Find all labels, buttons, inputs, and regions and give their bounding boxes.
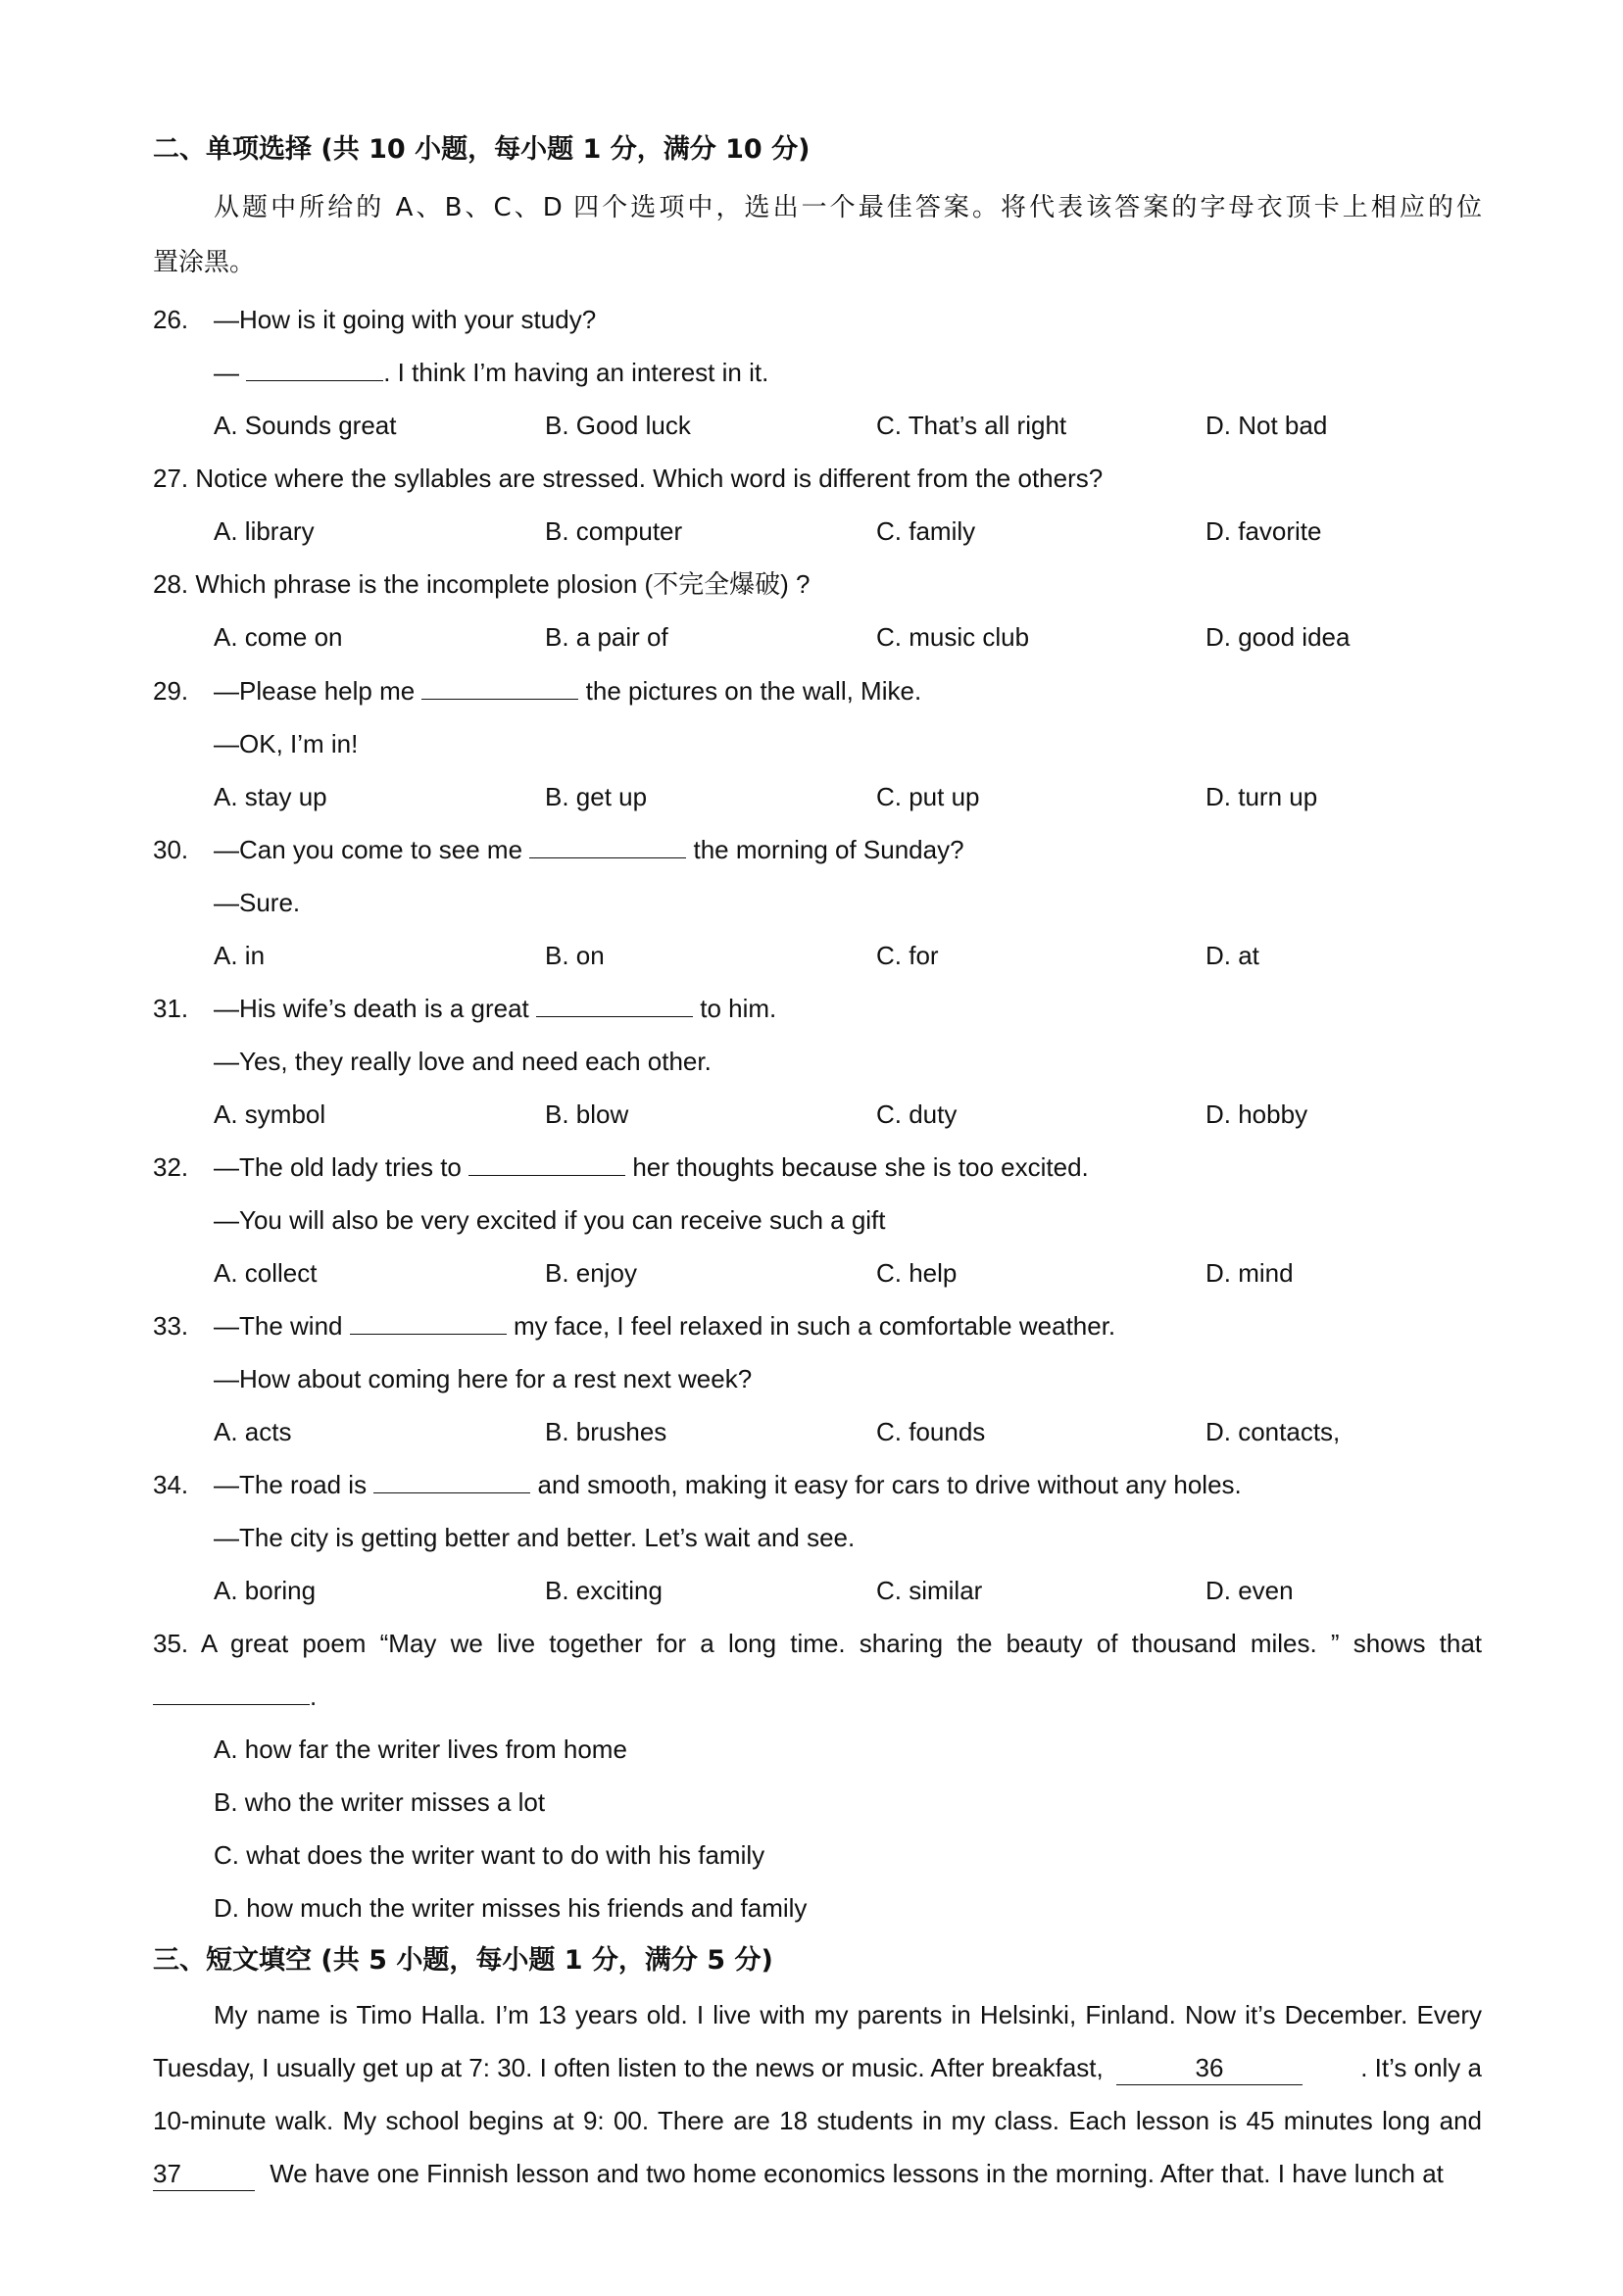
q31-option-c: C. duty — [876, 1099, 958, 1129]
q26-line2-rest: . I think I’m having an interest in it. — [383, 358, 769, 387]
q35-option-d: D. how much the writer misses his friends and family — [214, 1893, 808, 1923]
q33-stem-b: my face, I feel relaxed in such a comfortable weather. — [506, 1311, 1116, 1341]
q27-stem: Notice where the syllables are stressed. Which word is different from the others? — [195, 464, 1104, 493]
q32-number: 32. — [153, 1152, 189, 1182]
passage-line4-text: We have one Finnish lesson and two home economics lessons in the morning. After that. I have lunch at — [270, 2159, 1444, 2188]
q35-stem — [153, 1627, 1482, 1660]
q33-option-b: B. brushes — [545, 1417, 667, 1446]
q31-option-b: B. blow — [545, 1099, 629, 1129]
blank-36 — [1116, 2051, 1303, 2085]
q28-stem: Which phrase is the incomplete plosion (不完全爆破) ? — [195, 569, 811, 599]
q31-stem-b: to him. — [693, 994, 777, 1023]
q34-option-c: C. similar — [876, 1576, 983, 1605]
passage-line1: My name is Timo Halla. I’m 13 years old. I live with my parents in Helsinki, Finland. Now it’s December. Every — [214, 2000, 1482, 2029]
q35-blank — [153, 1681, 310, 1705]
blank-37 — [153, 2157, 255, 2191]
q30-option-a: A. in — [214, 941, 266, 970]
q33-option-d: D. contacts, — [1205, 1417, 1341, 1446]
q26-option-c: C. That’s all right — [876, 411, 1067, 440]
q27-option-a: A. library — [214, 516, 315, 546]
q30-option-d: D. at — [1205, 941, 1259, 970]
q32-option-a: A. collect — [214, 1258, 318, 1288]
q32-blank — [468, 1151, 625, 1176]
q26-number: 26. — [153, 305, 189, 334]
blank-37-label: 37 — [153, 2159, 181, 2188]
q34-option-b: B. exciting — [545, 1576, 663, 1605]
q35-blank-line — [153, 1680, 317, 1713]
q32-line2: —You will also be very excited if you can receive such a gift — [214, 1205, 886, 1235]
q26-dash: — — [214, 358, 247, 387]
q29-line2: —OK, I’m in! — [214, 729, 359, 758]
q29-stem-b: the pictures on the wall, Mike. — [578, 676, 922, 706]
q28-option-b: B. a pair of — [545, 622, 668, 652]
q28-line1 — [153, 567, 811, 601]
q30-number: 30. — [153, 835, 189, 864]
q34-option-d: D. even — [1205, 1576, 1294, 1605]
section-3-heading: 三、短文填空 (共 5 小题，每小题 1 分，满分 5 分) — [153, 1945, 773, 1976]
q26-line2 — [214, 356, 768, 389]
q28-number: 28. — [153, 569, 189, 599]
q34-line2: —The city is getting better and better. Let’s wait and see. — [214, 1523, 856, 1552]
q28-option-c: C. music club — [876, 622, 1030, 652]
q32-option-b: B. enjoy — [545, 1258, 637, 1288]
q27-option-c: C. family — [876, 516, 976, 546]
q29-option-c: C. put up — [876, 782, 980, 811]
q31-blank — [536, 993, 693, 1017]
q32-line1 — [214, 1150, 1089, 1184]
q27-option-d: D. favorite — [1205, 516, 1322, 546]
q31-option-d: D. hobby — [1205, 1099, 1308, 1129]
q29-option-a: A. stay up — [214, 782, 327, 811]
q31-number: 31. — [153, 994, 189, 1023]
q26-blank — [246, 357, 383, 381]
passage-line4 — [153, 2157, 1482, 2191]
q32-stem-a: —The old lady tries to — [214, 1152, 469, 1182]
q35-option-b: B. who the writer misses a lot — [214, 1787, 546, 1817]
blank-36-label: 36 — [1195, 2053, 1224, 2082]
q33-blank — [350, 1310, 507, 1335]
q26-option-a: A. Sounds great — [214, 411, 397, 440]
q30-stem-b: the morning of Sunday? — [686, 835, 964, 864]
q27-line1 — [153, 462, 1103, 495]
q29-option-b: B. get up — [545, 782, 648, 811]
q28-option-d: D. good idea — [1205, 622, 1351, 652]
q26-option-d: D. Not bad — [1205, 411, 1328, 440]
q33-line2: —How about coming here for a rest next week? — [214, 1364, 753, 1393]
q32-stem-b: her thoughts because she is too excited. — [625, 1152, 1089, 1182]
q34-stem-a: —The road is — [214, 1470, 374, 1499]
q30-line1 — [214, 833, 964, 866]
q35-option-c: C. what does the writer want to do with his family — [214, 1840, 765, 1870]
section-2-heading: 二、单项选择 (共 10 小题，每小题 1 分，满分 10 分) — [153, 134, 811, 165]
passage-line3: 10-minute walk. My school begins at 9: 00. There are 18 students in my class. Each lesson is 45 minutes long and — [153, 2106, 1482, 2135]
q31-line1 — [214, 992, 776, 1025]
q31-stem-a: —His wife’s death is a great — [214, 994, 536, 1023]
q32-option-d: D. mind — [1205, 1258, 1294, 1288]
q34-stem-b: and smooth, making it easy for cars to drive without any holes. — [530, 1470, 1242, 1499]
passage-line2-end: . It’s only a — [1360, 2053, 1482, 2082]
q31-line2: —Yes, they really love and need each other. — [214, 1047, 712, 1076]
q26-line1: —How is it going with your study? — [214, 305, 597, 334]
q35-option-a: A. how far the writer lives from home — [214, 1734, 627, 1764]
q29-option-d: D. turn up — [1205, 782, 1318, 811]
q35-number: 35. — [153, 1629, 189, 1658]
q29-line1 — [214, 674, 921, 708]
section-2-instruction-cont: 置涂黑。 — [153, 248, 256, 277]
q33-line1 — [214, 1309, 1115, 1343]
q34-option-a: A. boring — [214, 1576, 317, 1605]
q31-option-a: A. symbol — [214, 1099, 326, 1129]
passage-line2 — [153, 2051, 1482, 2085]
passage-line2-text: Tuesday, I usually get up at 7: 30. I often listen to the news or music. After breakfast, — [153, 2053, 1104, 2082]
q34-blank — [373, 1469, 530, 1493]
q27-number: 27. — [153, 464, 189, 493]
q29-blank — [421, 675, 578, 700]
section-2-instruction: 从题中所给的 A、B、C、D 四个选项中，选出一个最佳答案。将代表该答案的字母衣顶卡上相应的位 — [214, 193, 1482, 222]
q28-option-a: A. come on — [214, 622, 343, 652]
q34-line1 — [214, 1468, 1242, 1501]
q33-number: 33. — [153, 1311, 189, 1341]
q27-option-b: B. computer — [545, 516, 683, 546]
q29-number: 29. — [153, 676, 189, 706]
q35-stem-text: A great poem “May we live together for a long time. sharing the beauty of thousand miles. ” shows that — [200, 1629, 1482, 1658]
q33-option-c: C. founds — [876, 1417, 986, 1446]
q30-line2: —Sure. — [214, 888, 301, 917]
q30-stem-a: —Can you come to see me — [214, 835, 530, 864]
q26-option-b: B. Good luck — [545, 411, 691, 440]
q34-number: 34. — [153, 1470, 189, 1499]
q32-option-c: C. help — [876, 1258, 958, 1288]
q30-option-b: B. on — [545, 941, 605, 970]
q30-option-c: C. for — [876, 941, 939, 970]
q33-option-a: A. acts — [214, 1417, 292, 1446]
q30-blank — [529, 834, 686, 858]
q33-stem-a: —The wind — [214, 1311, 350, 1341]
q29-stem-a: —Please help me — [214, 676, 422, 706]
q35-period: . — [310, 1682, 318, 1711]
